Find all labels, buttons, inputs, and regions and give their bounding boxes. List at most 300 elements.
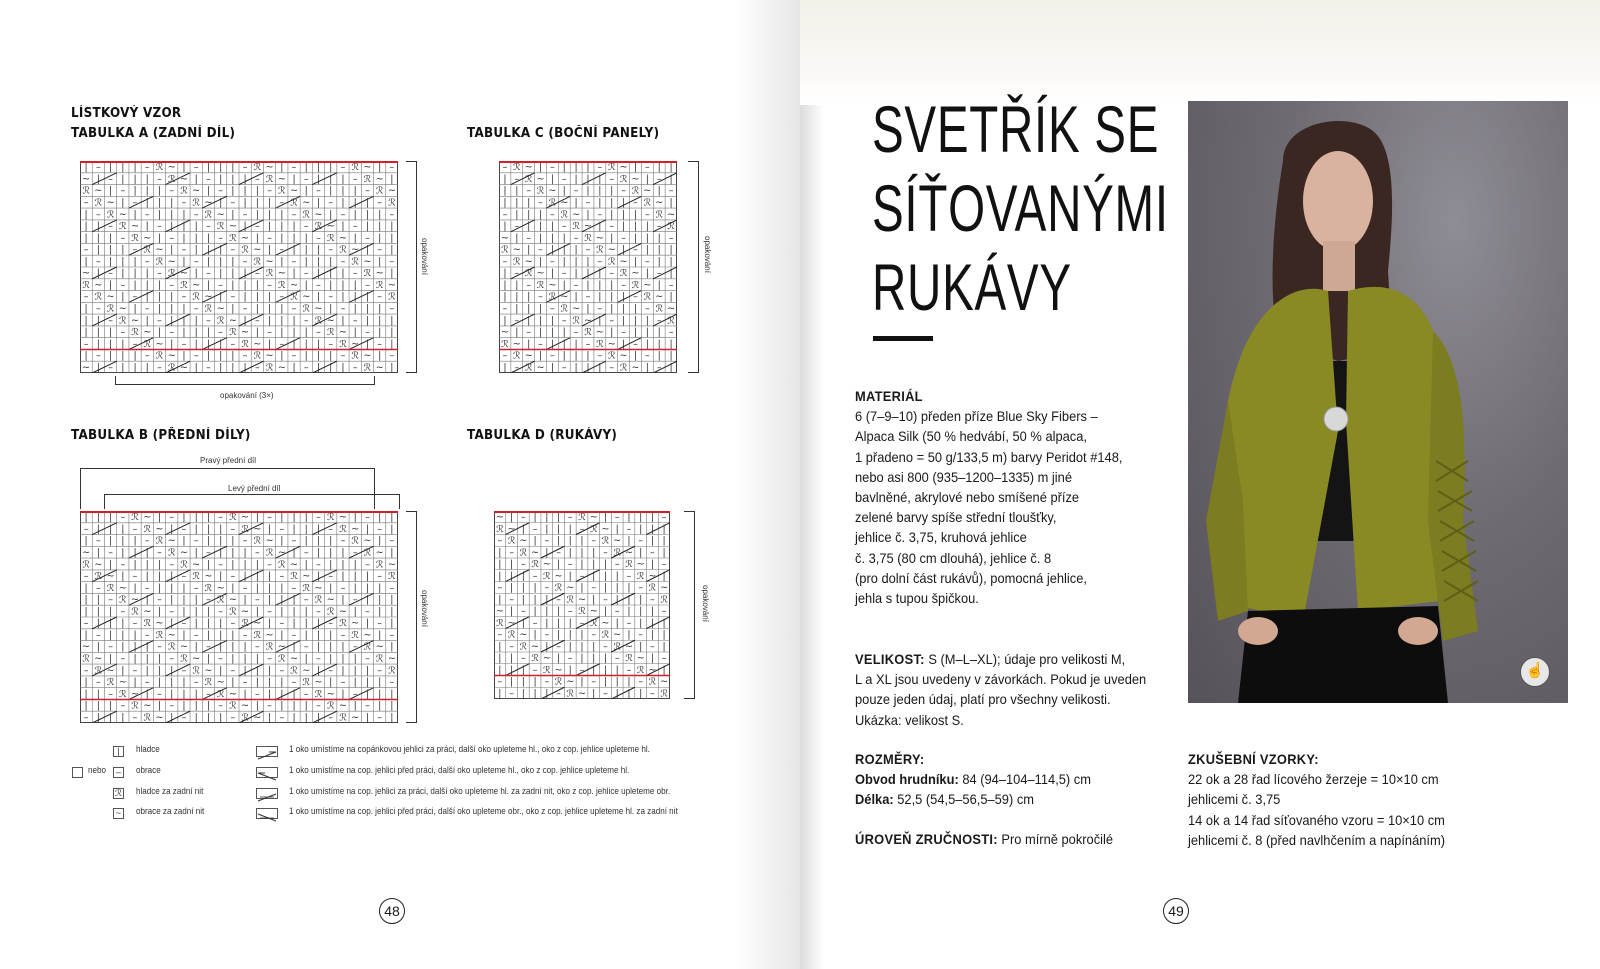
svg-text:|: | <box>292 594 296 606</box>
svg-text:|: | <box>639 606 643 618</box>
svg-text:~: ~ <box>290 653 298 665</box>
svg-text:|: | <box>603 582 608 594</box>
svg-text:|: | <box>610 327 614 339</box>
svg-text:–: – <box>144 303 150 315</box>
svg-text:ℛ: ℛ <box>584 232 592 244</box>
svg-text:|: | <box>219 291 223 303</box>
svg-text:–: – <box>365 279 370 291</box>
svg-text:|: | <box>133 173 137 185</box>
svg-text:|: | <box>329 350 333 362</box>
legend-knit: hladce <box>136 744 160 755</box>
svg-text:|: | <box>503 291 507 303</box>
page-number-left: 48 <box>379 898 405 924</box>
svg-text:|: | <box>580 641 584 653</box>
hand-cursor-icon[interactable]: ☝ <box>1520 657 1550 687</box>
svg-text:|: | <box>121 268 125 280</box>
svg-text:–: – <box>532 570 538 582</box>
svg-text:–: – <box>242 350 248 362</box>
svg-text:|: | <box>353 209 357 221</box>
svg-text:|: | <box>562 162 566 174</box>
svg-text:–: – <box>514 362 520 373</box>
svg-text:|: | <box>574 291 578 303</box>
svg-text:|: | <box>267 303 272 315</box>
svg-text:–: – <box>389 209 395 221</box>
svg-text:|: | <box>219 641 223 653</box>
svg-text:ℛ: ℛ <box>536 279 545 291</box>
svg-text:–: – <box>242 535 248 547</box>
svg-text:|: | <box>562 244 566 256</box>
svg-text:ℛ: ℛ <box>229 700 237 712</box>
svg-text:–: – <box>181 712 187 723</box>
svg-text:~: ~ <box>167 162 176 174</box>
svg-text:ℛ: ℛ <box>363 173 372 185</box>
svg-text:–: – <box>328 244 334 256</box>
svg-text:|: | <box>538 209 543 221</box>
svg-text:~: ~ <box>351 523 360 535</box>
svg-text:|: | <box>170 688 174 700</box>
svg-text:|: | <box>365 244 370 256</box>
svg-text:|: | <box>650 523 654 535</box>
svg-text:~: ~ <box>167 629 176 641</box>
svg-text:|: | <box>121 162 125 174</box>
svg-text:~: ~ <box>631 268 640 280</box>
svg-text:|: | <box>182 303 186 315</box>
svg-text:~: ~ <box>241 327 250 339</box>
svg-text:–: – <box>279 291 285 303</box>
svg-text:|: | <box>498 547 502 559</box>
svg-text:–: – <box>567 653 573 665</box>
svg-text:|: | <box>639 641 643 653</box>
svg-text:ℛ: ℛ <box>241 244 249 256</box>
svg-text:|: | <box>96 523 100 535</box>
svg-text:~: ~ <box>94 279 103 291</box>
svg-text:ℛ: ℛ <box>507 535 516 547</box>
svg-text:|: | <box>378 582 382 594</box>
svg-text:|: | <box>267 665 272 677</box>
svg-text:|: | <box>329 653 333 665</box>
svg-text:|: | <box>304 162 308 174</box>
svg-text:–: – <box>668 185 674 197</box>
svg-text:ℛ: ℛ <box>106 677 115 689</box>
svg-text:ℛ: ℛ <box>229 232 237 244</box>
svg-text:|: | <box>610 185 614 197</box>
svg-text:|: | <box>533 535 537 547</box>
svg-text:|: | <box>390 688 394 700</box>
svg-text:–: – <box>328 291 334 303</box>
svg-text:ℛ: ℛ <box>601 629 610 641</box>
svg-text:ℛ: ℛ <box>253 162 262 174</box>
svg-text:–: – <box>621 327 626 339</box>
svg-text:–: – <box>181 523 187 535</box>
svg-text:|: | <box>231 582 235 594</box>
svg-text:|: | <box>280 535 284 547</box>
svg-text:ℛ: ℛ <box>584 327 592 339</box>
svg-text:~: ~ <box>277 268 286 280</box>
svg-text:|: | <box>353 327 357 339</box>
svg-text:ℛ: ℛ <box>601 535 610 547</box>
svg-text:ℛ: ℛ <box>560 303 569 315</box>
svg-text:|: | <box>639 617 643 629</box>
svg-text:|: | <box>650 653 654 665</box>
svg-text:–: – <box>538 338 543 350</box>
svg-text:ℛ: ℛ <box>326 512 335 524</box>
svg-text:|: | <box>157 665 162 677</box>
svg-text:–: – <box>279 338 285 350</box>
svg-text:|: | <box>121 256 125 268</box>
svg-text:|: | <box>255 279 259 291</box>
svg-text:|: | <box>592 688 596 699</box>
svg-text:~: ~ <box>601 617 610 629</box>
svg-text:|: | <box>538 256 543 268</box>
material-line: Alpaca Silk (50 % hedvábí, 50 % alpaca, <box>855 428 1087 445</box>
svg-text:|: | <box>96 244 100 256</box>
svg-text:–: – <box>193 303 199 315</box>
svg-text:–: – <box>556 547 561 559</box>
svg-text:|: | <box>515 291 519 303</box>
svg-text:|: | <box>255 232 259 244</box>
svg-text:~: ~ <box>363 629 372 641</box>
svg-text:|: | <box>231 629 235 641</box>
svg-text:–: – <box>230 291 236 303</box>
svg-text:|: | <box>206 606 211 618</box>
svg-text:–: – <box>193 629 199 641</box>
svg-text:|: | <box>219 665 223 677</box>
svg-text:~: ~ <box>326 688 335 700</box>
svg-text:–: – <box>621 279 626 291</box>
svg-text:|: | <box>603 606 608 618</box>
svg-text:|: | <box>538 162 543 174</box>
svg-text:|: | <box>206 327 211 339</box>
svg-text:~: ~ <box>192 185 201 197</box>
svg-text:|: | <box>170 197 174 209</box>
svg-text:~: ~ <box>566 676 575 688</box>
svg-text:–: – <box>144 162 150 174</box>
svg-text:|: | <box>121 618 125 630</box>
svg-text:–: – <box>502 256 508 268</box>
svg-text:|: | <box>568 570 572 582</box>
svg-text:|: | <box>353 303 357 315</box>
svg-text:~: ~ <box>277 547 286 559</box>
svg-text:~: ~ <box>204 291 213 303</box>
svg-text:–: – <box>502 350 508 362</box>
svg-text:ℛ: ℛ <box>216 594 225 606</box>
svg-text:|: | <box>316 571 321 583</box>
svg-text:–: – <box>661 606 667 618</box>
svg-text:|: | <box>194 315 198 327</box>
svg-text:~: ~ <box>387 279 396 291</box>
svg-text:|: | <box>378 315 382 327</box>
svg-text:ℛ: ℛ <box>363 547 372 559</box>
svg-text:|: | <box>133 209 137 221</box>
right-front-label: Pravý přední díl <box>200 456 257 465</box>
svg-text:|: | <box>206 162 211 174</box>
svg-text:ℛ: ℛ <box>613 641 621 653</box>
svg-text:|: | <box>603 653 608 665</box>
svg-text:|: | <box>639 523 643 535</box>
svg-text:|: | <box>353 279 357 291</box>
svg-text:|: | <box>206 712 211 723</box>
svg-text:|: | <box>627 594 631 606</box>
svg-text:–: – <box>120 185 126 197</box>
svg-text:–: – <box>169 327 175 339</box>
svg-text:|: | <box>390 606 394 618</box>
size-section <box>855 649 1159 730</box>
svg-text:|: | <box>219 244 223 256</box>
svg-text:|: | <box>206 185 211 197</box>
svg-text:–: – <box>120 559 126 571</box>
repeat-label-c: opakování <box>703 236 712 273</box>
svg-text:|: | <box>84 303 88 315</box>
svg-text:~: ~ <box>643 279 652 291</box>
svg-text:ℛ: ℛ <box>619 268 628 280</box>
svg-text:~: ~ <box>82 362 91 373</box>
svg-text:–: – <box>267 279 272 291</box>
svg-text:|: | <box>515 209 519 221</box>
svg-text:|: | <box>316 535 321 547</box>
gauge-line: jehlicemi č. 3,75 <box>1188 791 1281 808</box>
svg-text:|: | <box>267 618 272 630</box>
svg-text:|: | <box>669 350 673 362</box>
svg-text:~: ~ <box>180 173 188 185</box>
svg-text:–: – <box>389 677 395 689</box>
svg-text:|: | <box>610 209 614 221</box>
svg-text:|: | <box>533 688 537 699</box>
svg-text:|: | <box>645 362 649 373</box>
svg-text:–: – <box>650 688 655 699</box>
svg-text:–: – <box>254 315 260 327</box>
svg-text:ℛ: ℛ <box>265 268 274 280</box>
cable-right-tbl-icon <box>256 788 278 799</box>
svg-text:|: | <box>84 350 88 362</box>
svg-text:|: | <box>194 523 198 535</box>
svg-text:ℛ: ℛ <box>501 338 509 350</box>
svg-text:ℛ: ℛ <box>375 279 384 291</box>
svg-text:|: | <box>170 303 174 315</box>
svg-text:–: – <box>514 173 520 185</box>
material-line: č. 3,75 (80 cm dlouhá), jehlice č. 8 <box>855 549 1052 566</box>
svg-text:~: ~ <box>167 535 176 547</box>
svg-text:~: ~ <box>351 618 360 630</box>
svg-text:–: – <box>267 700 272 712</box>
svg-text:|: | <box>390 338 394 350</box>
svg-text:–: – <box>352 173 358 185</box>
svg-text:ℛ: ℛ <box>82 279 90 291</box>
svg-text:–: – <box>83 712 89 723</box>
svg-text:|: | <box>108 618 113 630</box>
svg-text:ℛ: ℛ <box>253 256 262 268</box>
svg-text:~: ~ <box>375 547 384 559</box>
svg-text:–: – <box>352 268 358 280</box>
svg-text:~: ~ <box>660 582 669 594</box>
svg-text:~: ~ <box>253 618 262 630</box>
svg-text:–: – <box>120 700 126 712</box>
svg-text:~: ~ <box>595 327 604 339</box>
svg-text:|: | <box>341 594 345 606</box>
skill-value: Pro mírně pokročilé <box>1001 831 1114 847</box>
svg-text:|: | <box>145 291 149 303</box>
svg-text:~: ~ <box>277 173 286 185</box>
svg-text:~: ~ <box>339 700 347 712</box>
svg-text:–: – <box>95 303 101 315</box>
svg-text:~: ~ <box>314 677 323 689</box>
svg-text:|: | <box>586 362 590 373</box>
svg-text:|: | <box>657 162 661 174</box>
svg-text:|: | <box>341 688 345 700</box>
svg-text:|: | <box>329 535 333 547</box>
svg-text:|: | <box>521 570 525 582</box>
svg-text:~: ~ <box>192 559 201 571</box>
svg-text:|: | <box>633 209 638 221</box>
svg-text:–: – <box>661 653 667 665</box>
svg-text:|: | <box>280 512 284 524</box>
svg-text:–: – <box>365 512 370 524</box>
svg-text:|: | <box>170 523 174 535</box>
svg-text:|: | <box>550 173 554 185</box>
svg-text:|: | <box>280 688 284 700</box>
svg-text:–: – <box>661 559 667 571</box>
svg-text:|: | <box>121 547 125 559</box>
svg-text:ℛ: ℛ <box>607 162 616 174</box>
svg-text:|: | <box>145 362 149 373</box>
svg-text:|: | <box>157 700 162 712</box>
svg-text:ℛ: ℛ <box>607 350 616 362</box>
svg-text:ℛ: ℛ <box>560 209 569 221</box>
svg-text:|: | <box>568 535 572 547</box>
svg-text:|: | <box>610 291 614 303</box>
svg-text:|: | <box>586 173 590 185</box>
svg-text:–: – <box>144 535 150 547</box>
svg-text:|: | <box>280 700 284 712</box>
svg-text:–: – <box>668 327 674 339</box>
svg-text:|: | <box>650 559 654 571</box>
svg-text:–: – <box>550 303 555 315</box>
svg-text:|: | <box>556 629 561 641</box>
svg-text:|: | <box>562 327 566 339</box>
svg-text:|: | <box>556 559 561 571</box>
svg-text:|: | <box>669 162 673 174</box>
svg-text:|: | <box>133 535 137 547</box>
svg-text:|: | <box>603 664 608 676</box>
svg-text:–: – <box>206 594 211 606</box>
svg-text:|: | <box>108 162 113 174</box>
svg-text:~: ~ <box>277 641 286 653</box>
svg-text:ℛ: ℛ <box>131 700 139 712</box>
svg-text:|: | <box>133 268 137 280</box>
svg-text:~: ~ <box>204 665 213 677</box>
svg-text:–: – <box>193 350 199 362</box>
svg-text:–: – <box>561 315 567 327</box>
svg-text:–: – <box>514 221 520 233</box>
knitting-chart-a <box>80 161 398 373</box>
svg-text:|: | <box>84 256 88 268</box>
svg-text:–: – <box>120 327 126 339</box>
svg-text:–: – <box>120 279 126 291</box>
svg-text:|: | <box>498 594 502 606</box>
svg-text:–: – <box>526 185 532 197</box>
svg-text:~: ~ <box>155 523 164 535</box>
svg-text:|: | <box>329 268 333 280</box>
svg-text:|: | <box>145 173 149 185</box>
svg-text:–: – <box>609 268 615 280</box>
svg-text:~: ~ <box>290 279 298 291</box>
svg-text:|: | <box>556 606 561 618</box>
svg-text:|: | <box>580 582 584 594</box>
svg-text:|: | <box>219 162 223 174</box>
size-line: Ukázka: velikost S. <box>855 711 964 728</box>
svg-text:–: – <box>497 676 503 688</box>
svg-text:|: | <box>243 547 247 559</box>
svg-text:~: ~ <box>363 162 372 174</box>
svg-text:|: | <box>84 677 88 689</box>
svg-text:~: ~ <box>554 664 563 676</box>
svg-text:ℛ: ℛ <box>143 523 152 535</box>
svg-text:|: | <box>108 279 113 291</box>
svg-text:ℛ: ℛ <box>302 677 311 689</box>
svg-text:~: ~ <box>265 256 274 268</box>
svg-text:|: | <box>329 185 333 197</box>
svg-text:|: | <box>231 162 235 174</box>
svg-text:~: ~ <box>636 559 645 571</box>
svg-text:|: | <box>527 244 531 256</box>
svg-text:~: ~ <box>155 618 164 630</box>
svg-text:|: | <box>353 677 357 689</box>
svg-text:ℛ: ℛ <box>314 594 323 606</box>
svg-text:|: | <box>219 523 223 535</box>
svg-text:|: | <box>219 535 223 547</box>
svg-text:~: ~ <box>326 221 335 233</box>
svg-text:|: | <box>657 244 661 256</box>
svg-text:ℛ: ℛ <box>339 244 347 256</box>
svg-text:|: | <box>194 712 198 723</box>
svg-text:ℛ: ℛ <box>278 185 286 197</box>
svg-text:|: | <box>316 547 321 559</box>
svg-text:|: | <box>378 232 382 244</box>
side-bracket-b <box>406 511 417 723</box>
svg-text:|: | <box>243 185 247 197</box>
svg-text:–: – <box>526 232 532 244</box>
svg-text:|: | <box>243 641 247 653</box>
svg-text:|: | <box>96 618 100 630</box>
svg-text:|: | <box>498 559 502 571</box>
material-line: (pro dolní část rukávů), pomocná jehlice, <box>855 569 1087 586</box>
material-label: MATERIÁL <box>855 388 923 404</box>
svg-text:–: – <box>132 712 138 723</box>
svg-text:–: – <box>218 700 224 712</box>
svg-text:ℛ: ℛ <box>660 594 668 606</box>
svg-text:|: | <box>365 303 370 315</box>
svg-text:–: – <box>626 617 632 629</box>
svg-text:|: | <box>182 232 186 244</box>
svg-text:|: | <box>133 677 137 689</box>
svg-text:|: | <box>329 303 333 315</box>
svg-text:~: ~ <box>167 350 176 362</box>
svg-text:–: – <box>95 677 101 689</box>
svg-text:|: | <box>390 315 394 327</box>
svg-text:|: | <box>592 559 596 571</box>
svg-text:–: – <box>218 512 224 524</box>
svg-text:|: | <box>610 279 614 291</box>
svg-text:–: – <box>352 221 358 233</box>
svg-text:–: – <box>291 350 297 362</box>
svg-text:–: – <box>597 209 603 221</box>
svg-text:|: | <box>645 338 649 350</box>
purl-symbol-icon: – <box>113 767 124 778</box>
svg-text:|: | <box>341 291 345 303</box>
svg-text:~: ~ <box>339 232 347 244</box>
svg-text:–: – <box>638 582 644 594</box>
svg-text:|: | <box>341 197 345 209</box>
svg-text:|: | <box>280 327 284 339</box>
